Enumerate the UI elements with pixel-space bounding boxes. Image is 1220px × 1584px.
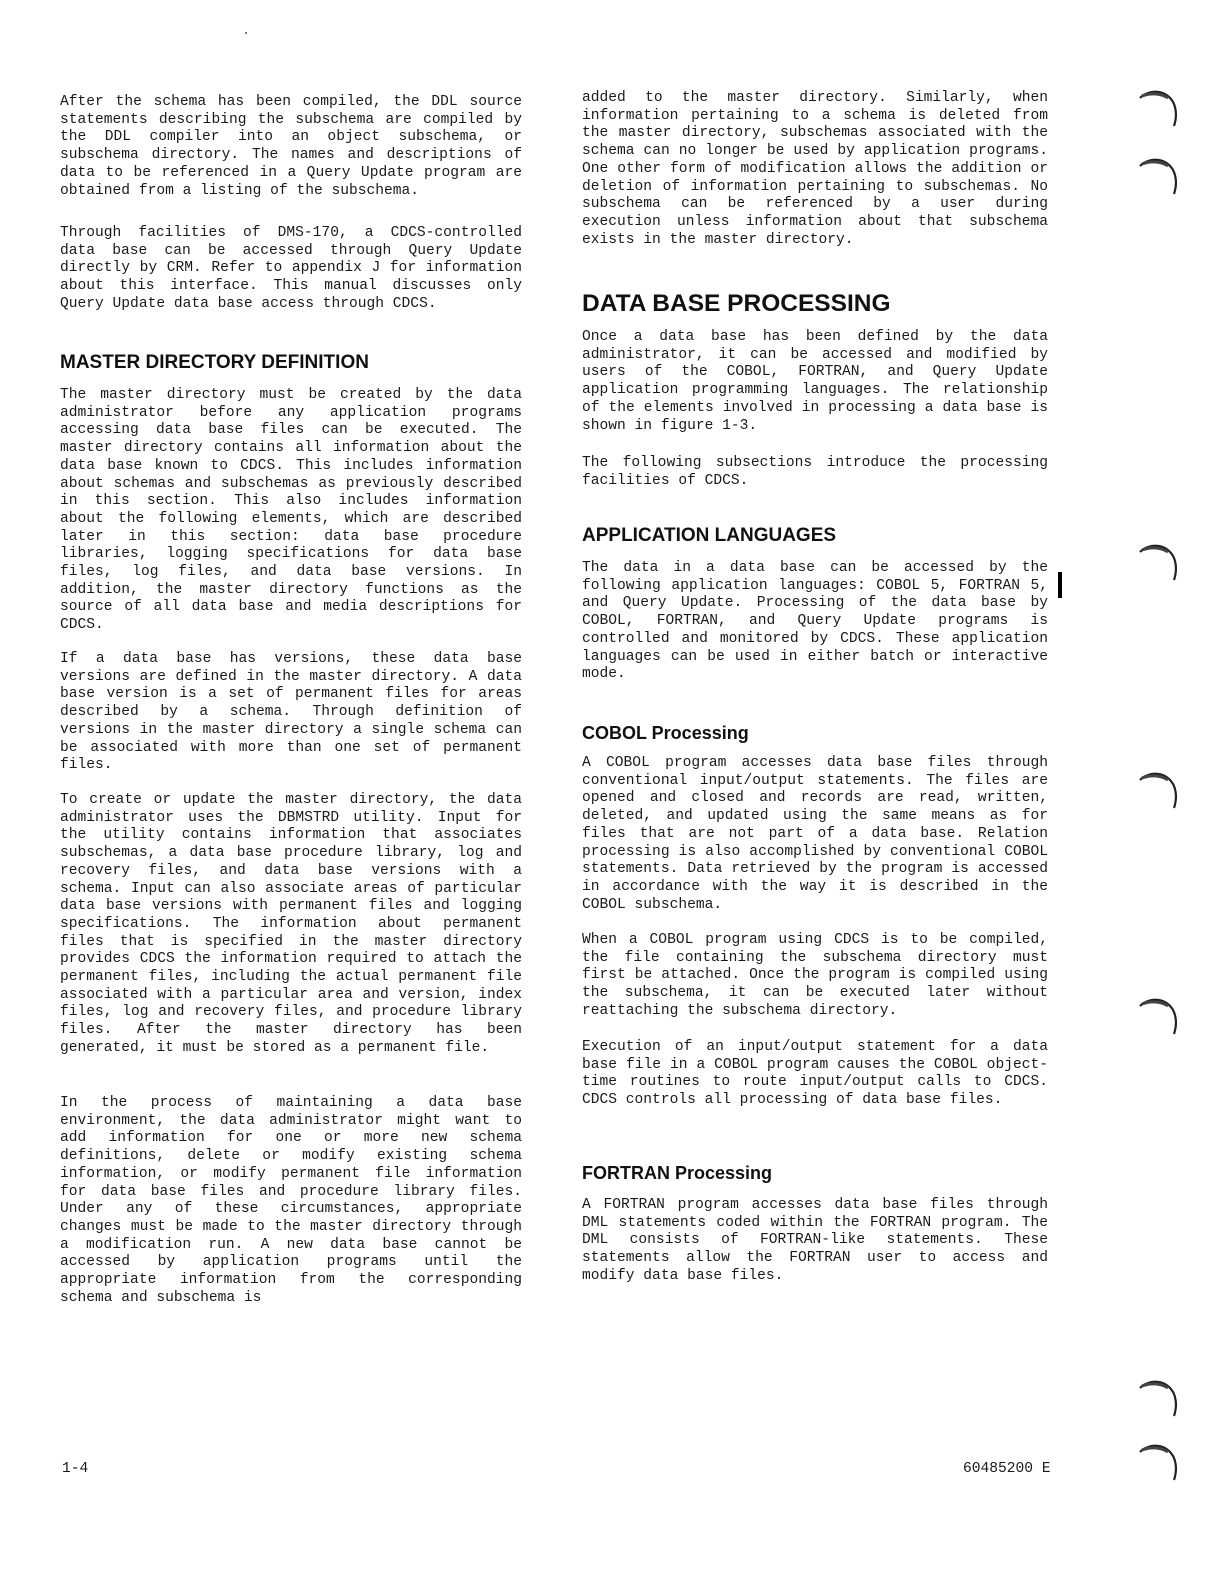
cobol-paragraph-2-block <box>582 932 1048 1021</box>
binder-hole-icon <box>1138 1440 1180 1484</box>
page-number: 1-4 <box>62 1461 89 1477</box>
scan-speck <box>245 32 247 34</box>
processing-paragraph-2-block <box>582 455 1048 490</box>
binder-hole-icon <box>1138 768 1180 812</box>
heading-data-base-processing: DATA BASE PROCESSING <box>582 290 891 317</box>
para-languages: The data in a data base can be accessed by the following application languages: COBOL 5, FORTRAN 5, and Query Update. Processing of the data base by COBOL, FORTRAN, and Query Update programs is controlled and monitored by CDCS. These application languages can be used in either batch or interactive mode. <box>582 560 1048 683</box>
para-continued: added to the master directory. Similarly, when information pertaining to a schema is deleted from the master directory, subschemas associated with the schema can no longer be used by application programs. One other form of modification allows the addition or deletion of information pertaining to subschemas. No subschema can be referenced by a user during execution unless information about that subschema exists in the master directory. <box>582 90 1048 248</box>
revision-change-bar <box>1058 572 1062 598</box>
languages-heading-block <box>582 525 1048 547</box>
cobol-paragraph-3-block <box>582 1039 1048 1110</box>
para-master-2: If a data base has versions, these data base versions are defined in the master directory. A data base version is a set of permanent files for areas described by a schema. Through definition of versions in the master directory a single schema can be associated with more than one set of permanent files. <box>60 651 522 774</box>
master-heading-block <box>60 352 522 374</box>
fortran-heading-block <box>582 1162 1048 1184</box>
binder-hole-icon <box>1138 540 1180 584</box>
binder-hole-icon <box>1138 154 1180 198</box>
processing-heading-block <box>582 290 1048 318</box>
cobol-heading-block <box>582 722 1048 744</box>
para-master-3: To create or update the master directory, the data administrator uses the DBMSTRD utility. Input for the utility contains information that associates subschemas, a data base procedure library, log and recovery files, and data base versions with a schema. Input can also associate areas of particular data base versions with permanent files and logging specifications. The information about permanent files that is specified in the master directory provides CDCS the information required to attach the permanent files, including the actual permanent file associated with a particular area and version, index files, log and recovery files, and procedure library files. After the master directory has been generated, it must be stored as a permanent file. <box>60 792 522 1056</box>
continued-paragraph-block <box>582 90 1048 249</box>
cobol-paragraph-1-block <box>582 755 1048 914</box>
para-processing-1: Once a data base has been defined by the data administrator, it can be accessed and modified by users of the COBOL, FORTRAN, and Query Update application programming languages. The relationship of the elements involved in processing a data base is shown in figure 1-3. <box>582 329 1048 434</box>
para-dms: Through facilities of DMS-170, a CDCS-controlled data base can be accessed through Query Update directly by CRM. Refer to appendix J for information about this interface. This manual discusses only Query Update data base access through CDCS. <box>60 225 522 312</box>
para-fortran: A FORTRAN program accesses data base files through DML statements coded within the FORTRAN program. The DML consists of FORTRAN-like statements. These statements allow the FORTRAN user to access and modify data base files. <box>582 1197 1048 1284</box>
intro-paragraph-block <box>60 94 522 200</box>
binder-hole-icon <box>1138 994 1180 1038</box>
para-processing-2: The following subsections introduce the processing facilities of CDCS. <box>582 455 1048 489</box>
dms-paragraph-block <box>60 225 522 314</box>
binder-hole-icon <box>1138 86 1180 130</box>
para-cobol-1: A COBOL program accesses data base files through conventional input/output statements. The files are opened and closed and records are read, written, deleted, and updated using the same means as for files that are not part of a data base. Relation processing is also accomplished by conventional COBOL statements. Data retrieved by the program is accessed in accordance with the way it is described in the COBOL subschema. <box>582 755 1048 913</box>
para-cobol-3: Execution of an input/output statement for a data base file in a COBOL program causes the COBOL object-time routines to route input/output calls to CDCS. CDCS controls all processing of data base files. <box>582 1039 1048 1109</box>
para-cobol-2: When a COBOL program using CDCS is to be compiled, the file containing the subschema directory must first be attached. Once the program is compiled using the subschema, it can be executed later without reattaching the subschema directory. <box>582 932 1048 1019</box>
master-paragraph-2-block <box>60 651 522 775</box>
processing-paragraph-1-block <box>582 329 1048 435</box>
binder-hole-icon <box>1138 1376 1180 1420</box>
heading-fortran-processing: FORTRAN Processing <box>582 1163 773 1183</box>
para-intro: After the schema has been compiled, the DDL source statements describing the subschema are compiled by the DDL compiler into an object subschema, or subschema directory. The names and descriptions of data to be referenced in a Query Update program are obtained from a listing of the subschema. <box>60 94 522 199</box>
document-number: 60485200 E <box>963 1461 1051 1477</box>
fortran-paragraph-block <box>582 1197 1048 1286</box>
para-master-4: In the process of maintaining a data base environment, the data administrator might want to add information for one or more new schema definitions, delete or modify existing schema information, or modify permanent file information for data base files and procedure library files. Under any of these circumstances, appropriate changes must be made to the master directory through a modification run. A new data base cannot be accessed by application programs until the appropriate information from the corresponding schema and subschema is <box>60 1095 522 1306</box>
heading-master-directory: MASTER DIRECTORY DEFINITION <box>60 352 369 373</box>
master-paragraph-3-block <box>60 792 522 1058</box>
master-paragraph-1-block <box>60 387 522 635</box>
languages-paragraph-block <box>582 560 1048 684</box>
para-master-1: The master directory must be created by the data administrator before any application programs accessing data base files can be executed. The master directory contains all information about the data base known to CDCS. This includes information about schemas and subschemas as previously described in this section. This also includes information about the following elements, which are described later in this section: data base procedure libraries, logging specifications for data base files, log files, and data base versions. In addition, the master directory functions as the source of all data base and media descriptions for CDCS. <box>60 387 522 634</box>
heading-application-languages: APPLICATION LANGUAGES <box>582 525 837 546</box>
master-paragraph-4-block <box>60 1095 522 1307</box>
heading-cobol-processing: COBOL Processing <box>582 723 749 743</box>
